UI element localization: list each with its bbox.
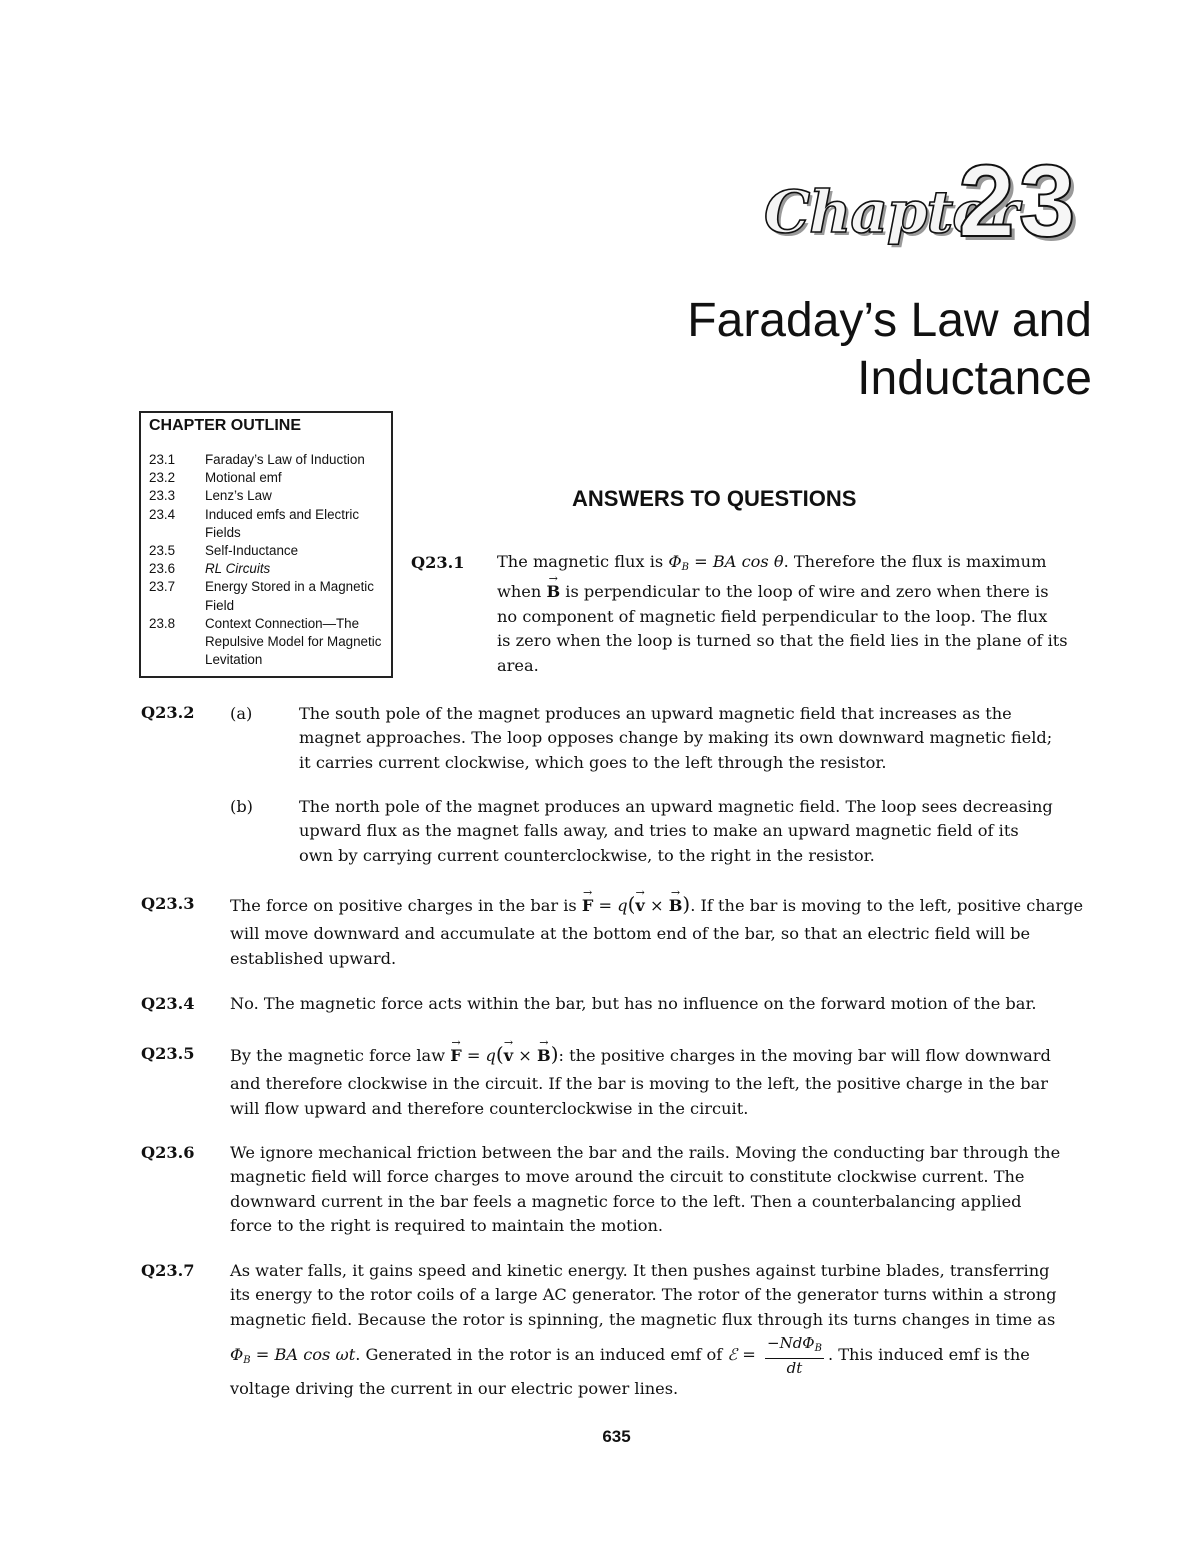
outline-item <box>149 487 385 505</box>
text-line <box>230 1042 1100 1068</box>
text-line: will flow upward and therefore counterclockwise in the circuit. <box>230 1098 749 1118</box>
outline-item-number: 23.2 <box>149 470 176 486</box>
question-2b-body <box>299 795 1099 868</box>
text-line: The south pole of the magnet produces an upward magnetic field that increases as the <box>299 704 1012 723</box>
chapter-title-line-1: Faraday’s Law and <box>687 294 1092 347</box>
text-line: is zero when the loop is turned so that the field lies in the plane of its <box>497 631 1068 651</box>
outline-item-text: Context Connection—The Repulsive Model for Magnetic Levitation <box>205 615 382 668</box>
outline-item-number: 23.1 <box>149 452 176 467</box>
equation-rest: = BA cos ωt <box>250 1345 356 1365</box>
numerator-text: −NdΦ <box>767 1334 815 1353</box>
paren: ( <box>627 892 636 916</box>
chapter-title-line-2: Inductance <box>857 352 1092 405</box>
force-equation <box>581 892 691 916</box>
page-number: 635 <box>602 1427 631 1446</box>
text-line: will move downward and accumulate at the bottom end of the bar, so that an electric field will be <box>230 924 1031 944</box>
text-line: its energy to the rotor coils of a large AC generator. The rotor of the generator turns within a strong <box>230 1285 1057 1305</box>
text-line: magnet approaches. The loop opposes change by making its own downward magnetic field; <box>299 728 1053 748</box>
equation <box>230 1345 356 1367</box>
paren: ) <box>682 892 691 916</box>
text-line: The north pole of the magnet produces an upward magnetic field. The loop sees decreasing <box>299 797 1053 816</box>
text-line: established upward. <box>230 948 397 968</box>
outline-item-number: 23.4 <box>149 506 176 522</box>
text-line: magnetic field. Because the rotor is spinning, the magnetic flux through its turns changes in time as <box>230 1309 1056 1329</box>
sub-label: (a) <box>230 704 253 723</box>
text-line: area. <box>497 655 539 675</box>
outline-item-number: 23.5 <box>149 543 176 559</box>
emf-fraction <box>765 1334 824 1377</box>
question-label: Q23.3 <box>141 894 195 913</box>
text: when <box>497 582 547 602</box>
text-line: force to the right is required to maintain the motion. <box>230 1216 664 1236</box>
force-equation <box>450 1042 559 1066</box>
outline-item-text: Faraday’s Law of Induction <box>205 452 365 467</box>
question-3-body <box>230 892 1100 971</box>
chapter-word: Chapter <box>764 178 1018 246</box>
vector-b: → B <box>537 1044 551 1068</box>
text-line: no component of magnetic field perpendicular to the loop. The flux <box>497 606 1048 626</box>
question-4-body <box>230 992 1100 1016</box>
question-1-body <box>497 550 1097 678</box>
text-line: own by carrying current counterclockwise, to the right in the resistor. <box>299 845 875 865</box>
outline-item-text: Energy Stored in a Magnetic Field <box>205 579 374 613</box>
paren: ( <box>495 1042 504 1066</box>
text-line: voltage driving the current in our electric power lines. <box>230 1379 679 1399</box>
text-line: As water falls, it gains speed and kinetic energy. It then pushes against turbine blades, transferring <box>230 1261 1050 1280</box>
question-6-body <box>230 1141 1100 1239</box>
outline-item <box>149 560 385 578</box>
vector-v: → v <box>504 1044 513 1068</box>
outline-item-number: 23.6 <box>149 561 176 577</box>
text: The force on positive charges in the bar is <box>230 896 582 915</box>
text-line <box>497 580 1097 604</box>
vector-b: → B <box>546 580 560 604</box>
question-label: Q23.1 <box>411 553 465 572</box>
vector-v: → v <box>635 894 644 918</box>
outline-item-number: 23.3 <box>149 488 176 504</box>
text: . If the bar is moving to the left, positive charge <box>690 896 1084 915</box>
equation-part: = q <box>593 896 628 915</box>
outline-item <box>149 542 385 560</box>
vector-f: → F <box>450 1044 462 1068</box>
text-line: it carries current clockwise, which goes to the left through the resistor. <box>299 752 887 772</box>
outline-item <box>149 469 385 487</box>
equation-part: = q <box>461 1046 496 1065</box>
equation-subscript: B <box>243 1355 251 1367</box>
equation-rest: = BA cos θ <box>688 552 784 571</box>
vector-f: → F <box>582 894 594 918</box>
outline-item-text: Self-Inductance <box>205 543 299 559</box>
outline-title: CHAPTER OUTLINE <box>149 417 301 434</box>
text: . Generated in the rotor is an induced emf of <box>355 1345 728 1365</box>
equation-symbol: Φ <box>668 552 682 571</box>
text: By the magnetic force law <box>230 1046 451 1065</box>
question-label: Q23.5 <box>141 1044 195 1063</box>
fraction-denominator: dt <box>786 1359 803 1378</box>
outline-item-text: Motional emf <box>205 470 282 486</box>
text-line: magnetic field will force charges to move around the circuit to constitute clockwise current. The <box>230 1167 1025 1187</box>
outline-item-number: 23.7 <box>149 579 176 595</box>
question-label: Q23.7 <box>141 1261 195 1280</box>
question-label: Q23.2 <box>141 703 195 722</box>
question-label: Q23.4 <box>141 994 195 1013</box>
chapter-number: 23 <box>958 144 1080 258</box>
outline-item-text: RL Circuits <box>205 561 271 577</box>
question-7-body <box>230 1259 1100 1402</box>
text: : the positive charges in the moving bar will flow downward <box>558 1046 1051 1065</box>
outline-item <box>149 578 385 614</box>
emf-symbol: ℰ = <box>727 1345 762 1365</box>
text-line: No. The magnetic force acts within the bar, but has no influence on the forward motion of the bar. <box>230 994 1037 1013</box>
question-label: Q23.6 <box>141 1143 195 1162</box>
chapter-outline-box <box>139 411 393 678</box>
outline-item-text: Lenz’s Law <box>205 488 272 504</box>
text: is perpendicular to the loop of wire and zero when there is <box>560 582 1049 602</box>
times-sign: × <box>513 1046 537 1065</box>
times-sign: × <box>644 896 669 915</box>
paren: ) <box>550 1042 559 1066</box>
text-line: We ignore mechanical friction between the bar and the rails. Moving the conducting bar through the <box>230 1143 1061 1162</box>
equation-symbol: Φ <box>230 1345 244 1365</box>
question-5-body <box>230 1042 1100 1121</box>
text-line: and therefore clockwise in the circuit. If the bar is moving to the left, the positive charge in the bar <box>230 1074 1048 1094</box>
outline-item-number: 23.8 <box>149 615 176 631</box>
equation <box>668 552 783 571</box>
text-line <box>230 1334 1100 1377</box>
vector-b: → B <box>669 894 683 918</box>
sub-label: (b) <box>230 797 253 816</box>
text-line: upward flux as the magnet falls away, and tries to make an upward magnetic field of its <box>299 821 1019 841</box>
text: . Therefore the flux is maximum <box>783 552 1047 571</box>
outline-item <box>149 451 385 469</box>
numerator-subscript: B <box>814 1343 822 1355</box>
equation-subscript: B <box>681 562 689 573</box>
outline-item <box>149 506 385 542</box>
fraction-numerator <box>765 1334 824 1359</box>
chapter-title <box>687 292 1092 408</box>
question-2a-body <box>299 702 1099 775</box>
text: The magnetic flux is <box>497 552 669 571</box>
text-line <box>230 892 1100 918</box>
text-line: downward current in the bar feels a magnetic force to the left. Then a counterbalancing applied <box>230 1191 1022 1211</box>
text: . This induced emf is the <box>827 1345 1030 1365</box>
answers-heading: ANSWERS TO QUESTIONS <box>572 486 857 511</box>
outline-item-text: Induced emfs and Electric Fields <box>205 506 360 540</box>
outline-item <box>149 615 385 670</box>
text-line <box>497 550 1097 580</box>
